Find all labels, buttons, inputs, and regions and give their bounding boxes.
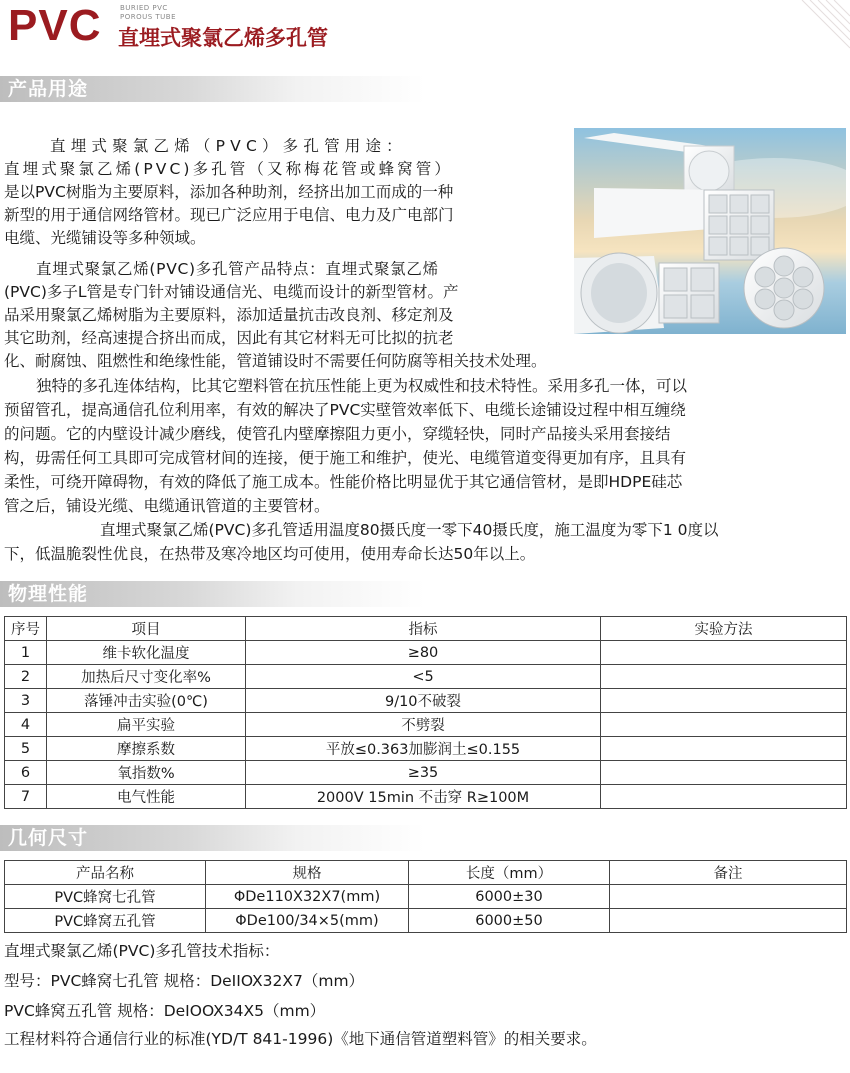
table-cell: 氧指数% (47, 761, 246, 785)
table-cell: 2000V 15min 不击穿 R≥100M (246, 785, 601, 809)
intro-line: 新型的用于通信网络管材。现已广泛应用于电信、电力及广电部门 (4, 206, 454, 224)
table-cell (601, 665, 847, 689)
table-header-cell: 指标 (246, 617, 601, 641)
section-usage-title: 产品用途 (8, 78, 89, 100)
table-row (5, 909, 847, 933)
intro-line: 直埋式聚氯乙烯（PVC）多孔管用途： (50, 137, 407, 155)
table-row (5, 785, 847, 809)
intro-line: 电缆、光缆铺设等多种领域。 (4, 229, 206, 247)
table-cell: 5 (5, 737, 47, 761)
table-cell (601, 689, 847, 713)
intro-line: 独特的多孔连体结构，比其它塑料管在抗压性能上更为权威性和技术特性。采用多孔一体，可以 (36, 377, 688, 395)
table-cell: 平放≤0.363加膨润土≤0.155 (246, 737, 601, 761)
section-usage-bar (0, 76, 850, 102)
table-cell: 3 (5, 689, 47, 713)
table-cell: ΦDe110X32X7(mm) (206, 885, 409, 909)
table-cell (610, 909, 847, 933)
table-cell: 加热后尺寸变化率% (47, 665, 246, 689)
intro-line: 的问题。它的内壁设计减少磨线，使管孔内壁摩擦阻力更小，穿缆轻快，同时产品接头采用套接结 (4, 425, 671, 443)
table-cell: ≥80 (246, 641, 601, 665)
spec-line: 工程材料符合通信行业的标准(YD/T 841-1996)《地下通信管道塑料管》的相关要求。 (4, 1030, 597, 1048)
table-cell: 维卡软化温度 (47, 641, 246, 665)
table-cell: 6 (5, 761, 47, 785)
spec-line: 直埋式聚氯乙烯(PVC)多孔管技术指标： (4, 942, 280, 960)
section-physical-bar (0, 581, 850, 607)
table-row (5, 665, 847, 689)
table-cell: 9/10不破裂 (246, 689, 601, 713)
table-cell (601, 737, 847, 761)
english-subtitle-line1: BURIED PVC (120, 4, 168, 12)
table-cell: ΦDe100/34×5(mm) (206, 909, 409, 933)
table-cell: 7 (5, 785, 47, 809)
table-header-row (5, 861, 847, 885)
intro-line: 直埋式聚氯乙烯(PVC)多孔管适用温度80摄氏度一零下40摄氏度，施工温度为零下1 0度以 (100, 521, 719, 539)
intro-line: 直埋式聚氯乙烯(PVC)多孔管（又称梅花管或蜂窝管） (4, 160, 453, 178)
table-header-cell: 实验方法 (601, 617, 847, 641)
table-cell: <5 (246, 665, 601, 689)
intro-line: (PVC)多子L管是专门针对铺设通信光、电缆而设计的新型管材。产 (4, 283, 459, 301)
table-header-cell: 备注 (610, 861, 847, 885)
table-cell: PVC蜂窝五孔管 (5, 909, 206, 933)
page-title: 直埋式聚氯乙烯多孔管 (118, 26, 328, 50)
table-row (5, 641, 847, 665)
table-cell: ≥35 (246, 761, 601, 785)
table-row (5, 713, 847, 737)
table-row (5, 761, 847, 785)
intro-line: 品采用聚氯乙烯树脂为主要原料，添加适量抗击改良剂、移定剂及 (4, 306, 454, 324)
spec-line: PVC蜂窝五孔管 规格：DeIOOX34X5（mm） (4, 1002, 326, 1020)
table-cell (601, 761, 847, 785)
table-cell (601, 785, 847, 809)
table-row (5, 885, 847, 909)
intro-line: 柔性，可绕开障碍物，有效的降低了施工成本。性能价格比明显优于其它通信管材，是即HDPE硅芯 (4, 473, 683, 491)
table-header-cell: 序号 (5, 617, 47, 641)
table-header-cell: 长度（mm） (409, 861, 610, 885)
table-row (5, 737, 847, 761)
table-cell: 6000±50 (409, 909, 610, 933)
intro-line: 预留管孔，提高通信孔位利用率，有效的解决了PVC实壁管效率低下、电缆长途铺设过程中相互缠绕 (4, 401, 686, 419)
table-cell (601, 641, 847, 665)
table-cell: 1 (5, 641, 47, 665)
spec-line: 型号：PVC蜂窝七孔管 规格：DeIIOX32X7（mm） (4, 972, 365, 990)
page-header (0, 0, 850, 62)
physical-properties-table (4, 616, 847, 809)
intro-line: 其它助剂，经高速提合挤出而成，因此有其它材料无可比拟的抗老 (4, 329, 454, 347)
table-cell (601, 713, 847, 737)
intro-line: 化、耐腐蚀、阻燃性和绝缘性能，管道铺设时不需要任何防腐等相关技术处理。 (4, 352, 547, 370)
table-header-row (5, 617, 847, 641)
brand-logo: PVC (8, 1, 102, 50)
geometry-table (4, 860, 847, 933)
table-header-cell: 产品名称 (5, 861, 206, 885)
section-geometry-title: 几何尺寸 (8, 827, 89, 849)
intro-line: 构，毋需任何工具即可完成管材间的连接，便于施工和维护，使光、电缆管道变得更加有序，且具有 (4, 449, 687, 467)
corner-decoration-icon (790, 0, 850, 60)
intro-line: 下，低温脆裂性优良，在热带及寒冷地区均可使用，使用寿命长达50年以上。 (4, 545, 536, 563)
table-row (5, 689, 847, 713)
table-cell: 4 (5, 713, 47, 737)
section-geometry-bar (0, 825, 850, 851)
intro-line: 直埋式聚氯乙烯(PVC)多孔管产品特点：直埋式聚氯乙烯 (36, 260, 439, 278)
table-header-cell: 规格 (206, 861, 409, 885)
intro-line: 是以PVC树脂为主要原料，添加各种助剂，经挤出加工而成的一种 (4, 183, 454, 201)
table-cell: 摩擦系数 (47, 737, 246, 761)
product-photo (574, 128, 846, 334)
table-cell: 不劈裂 (246, 713, 601, 737)
table-cell: PVC蜂窝七孔管 (5, 885, 206, 909)
table-header-cell: 项目 (47, 617, 246, 641)
section-physical-title: 物理性能 (8, 583, 89, 605)
english-subtitle-line2: POROUS TUBE (120, 13, 177, 21)
table-cell: 扁平实验 (47, 713, 246, 737)
table-cell: 落锤冲击实验(0℃) (47, 689, 246, 713)
table-cell: 6000±30 (409, 885, 610, 909)
english-subtitle (120, 4, 176, 22)
table-cell: 2 (5, 665, 47, 689)
table-cell (610, 885, 847, 909)
table-cell: 电气性能 (47, 785, 246, 809)
intro-line: 管之后，铺设光缆、电缆通讯管道的主要管材。 (4, 497, 330, 515)
